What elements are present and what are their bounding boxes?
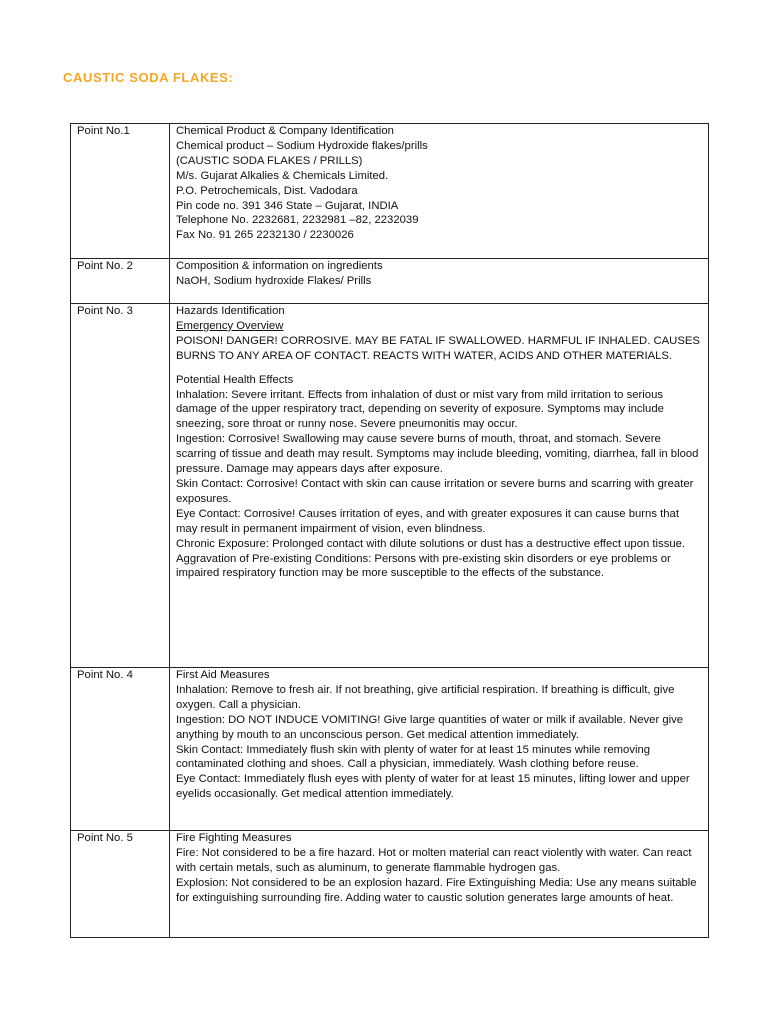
table-row-point-2 xyxy=(71,259,709,304)
point-content xyxy=(170,124,709,259)
table-row-point-4 xyxy=(71,668,709,831)
point-label: Point No. 4 xyxy=(71,668,170,831)
emergency-overview-heading: Emergency Overview xyxy=(176,319,284,332)
point-content xyxy=(170,831,709,938)
emergency-overview-text: POISON! DANGER! CORROSIVE. MAY BE FATAL IF SWALLOWED. HARMFUL IF INHALED. CAUSES BURNS TO ANY AREA OF CONTACT. REACTS WITH WATER, ACIDS AND OTHER MATERIALS. xyxy=(176,334,700,362)
spacer xyxy=(176,364,702,373)
table-row-point-1 xyxy=(71,124,709,259)
text-line: Skin Contact: Corrosive! Contact with skin can cause irritation or severe burns and scarring with greater exposures. xyxy=(176,477,694,505)
section-heading: Chemical Product & Company Identification xyxy=(176,125,394,137)
text-line: Inhalation: Severe irritant. Effects from inhalation of dust or mist vary from mild irritation to serious damage of the upper respiratory tract, depending on severity of exposure. Symptoms may include sneezing, sore throat or runny nose. Severe pneumonitis may occur. xyxy=(176,388,664,431)
text-line: Fax No. 91 265 2232130 / 2230026 xyxy=(176,229,354,242)
table-row-point-5 xyxy=(71,831,709,938)
text-line: M/s. Gujarat Alkalies & Chemicals Limited. xyxy=(176,169,389,182)
text-line: Telephone No. 2232681, 2232981 –82, 2232039 xyxy=(176,214,419,227)
section-heading: Hazards Identification xyxy=(176,305,285,317)
text-line: Ingestion: Corrosive! Swallowing may cause severe burns of mouth, throat, and stomach. Severe scarring of tissue and death may result. Symptoms may include bleeding, vomiting, diarrhea, fall in blood pressure. Damage may appears days after exposure. xyxy=(176,433,699,476)
text-line: Fire: Not considered to be a fire hazard. Hot or molten material can react violently with water. Can react with certain metals, such as aluminum, to generate flammable hydrogen gas. xyxy=(176,846,692,874)
text-line: Eye Contact: Immediately flush eyes with plenty of water for at least 15 minutes, lifting lower and upper eyelids occasionally. Get medical attention immediately. xyxy=(176,773,690,801)
point-label: Point No. 2 xyxy=(71,259,170,304)
table-row-point-3 xyxy=(71,304,709,668)
text-line: Ingestion: DO NOT INDUCE VOMITING! Give large quantities of water or milk if available. Never give anything by mouth to an unconscious person. Get medical attention immediately. xyxy=(176,713,684,741)
text-line: NaOH, Sodium hydroxide Flakes/ Prills xyxy=(176,274,372,287)
text-line: (CAUSTIC SODA FLAKES / PRILLS) xyxy=(176,154,363,167)
document-title: CAUSTIC SODA FLAKES: xyxy=(63,70,234,85)
point-content xyxy=(170,259,709,304)
point-content xyxy=(170,304,709,668)
point-label: Point No. 3 xyxy=(71,304,170,668)
text-line: Chronic Exposure: Prolonged contact with dilute solutions or dust has a destructive effect upon tissue. xyxy=(176,537,686,550)
text-line: Aggravation of Pre-existing Conditions: Persons with pre-existing skin disorders or eye problems or impaired respiratory function may be more susceptible to the effects of the substance. xyxy=(176,552,671,580)
point-content xyxy=(170,668,709,831)
text-line: Skin Contact: Immediately flush skin with plenty of water for at least 15 minutes while removing contaminated clothing and shoes. Call a physician, immediately. Wash clothing before reuse. xyxy=(176,743,651,771)
text-line: Chemical product – Sodium Hydroxide flakes/prills xyxy=(176,139,428,152)
point-label: Point No. 5 xyxy=(71,831,170,938)
section-heading: Composition & information on ingredients xyxy=(176,260,383,272)
section-heading: Fire Fighting Measures xyxy=(176,832,292,844)
text-line: Explosion: Not considered to be an explosion hazard. Fire Extinguishing Media: Use any means suitable for extinguishing surrounding fire. Adding water to caustic solution generates large amounts of heat. xyxy=(176,876,697,904)
text-line: Pin code no. 391 346 State – Gujarat, INDIA xyxy=(176,199,399,212)
subsection-heading: Potential Health Effects xyxy=(176,373,294,386)
text-line: P.O. Petrochemicals, Dist. Vadodara xyxy=(176,184,358,197)
point-label: Point No.1 xyxy=(71,124,170,259)
sds-table xyxy=(70,123,709,938)
section-heading: First Aid Measures xyxy=(176,669,270,681)
text-line: Eye Contact: Corrosive! Causes irritation of eyes, and with greater exposures it can cause burns that may result in permanent impairment of vision, even blindness. xyxy=(176,507,679,535)
text-line: Inhalation: Remove to fresh air. If not breathing, give artificial respiration. If breathing is difficult, give oxygen. Call a physician. xyxy=(176,683,675,711)
